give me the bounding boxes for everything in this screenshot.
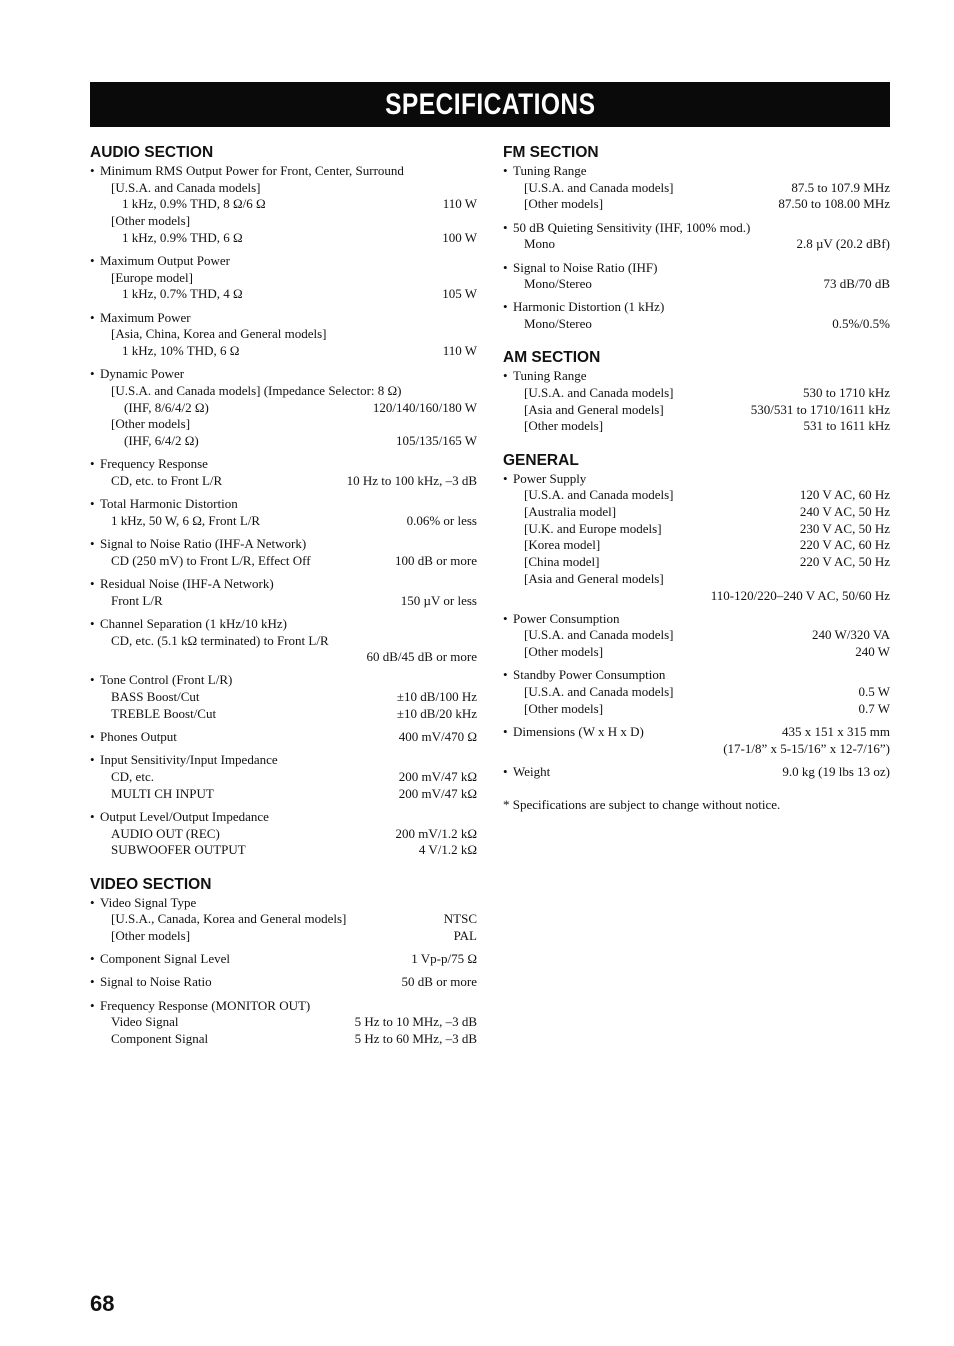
spec-item: • 50 dB Quieting Sensitivity (IHF, 100% mod.) Mono 2.8 µV (20.2 dBf) xyxy=(503,219,890,252)
bullet-icon: • xyxy=(503,299,508,315)
spec-item: • Phones Output 400 mV/470 Ω xyxy=(90,729,477,745)
am-section-heading: AM SECTION xyxy=(503,349,601,367)
page-number: 68 xyxy=(90,1291,115,1316)
general-section-heading: GENERAL xyxy=(503,451,579,469)
spec-item: • Signal to Noise Ratio (IHF) Mono/Stereo 73 dB/70 dB xyxy=(503,259,890,292)
bullet-icon: • xyxy=(90,536,95,552)
bullet-icon: • xyxy=(90,253,95,269)
spec-item: • Standby Power Consumption [U.S.A. and Canada models] 0.5 W [Other models] 0.7 W xyxy=(503,667,890,716)
spec-item: • Weight 9.0 kg (19 lbs 13 oz) xyxy=(503,763,890,779)
bullet-icon: • xyxy=(503,219,508,235)
spec-item: • Channel Separation (1 kHz/10 kHz) CD, etc. (5.1 kΩ terminated) to Front L/R 60 dB/45 dB or more xyxy=(90,615,477,665)
spec-item: • Maximum Output Power [Europe model] 1 kHz, 0.7% THD, 4 Ω 105 W xyxy=(90,253,477,302)
video-section-heading: VIDEO SECTION xyxy=(90,875,212,893)
spec-item: • Signal to Noise Ratio 50 dB or more xyxy=(90,974,477,990)
spec-item: • Signal to Noise Ratio (IHF-A Network) CD (250 mV) to Front L/R, Effect Off 100 dB or more xyxy=(90,536,477,568)
spec-item: • Output Level/Output Impedance AUDIO OUT (REC) 200 mV/1.2 kΩ SUBWOOFER OUTPUT 4 V/1.2 kΩ xyxy=(90,808,477,858)
spec-item: • Power Supply [U.S.A. and Canada models] 120 V AC, 60 Hz [Australia model] 240 V AC, 50 Hz [U.K. and Europe models] 230 V AC, 50 Hz [Korea model] 220 V AC, 60 Hz [China model] 220 V AC, 50 Hz [Asia and General models] 110-120/220–240 V AC, 50/60 Hz xyxy=(503,470,890,603)
bullet-icon: • xyxy=(90,366,95,382)
bullet-icon: • xyxy=(90,894,95,910)
bullet-icon: • xyxy=(503,259,508,275)
bullet-icon: • xyxy=(90,163,95,178)
bullet-icon: • xyxy=(503,763,508,779)
spec-item: • Video Signal Type [U.S.A., Canada, Korea and General models] NTSC [Other models] PAL xyxy=(90,894,477,943)
spec-item: • Dynamic Power [U.S.A. and Canada models] (Impedance Selector: 8 Ω) (IHF, 8/6/4/2 Ω) 120/140/160/180 W [Other models] (IHF, 6/4/2 Ω) 105/135/165 W xyxy=(90,366,477,449)
spec-item: • Maximum Power [Asia, China, Korea and General models] 1 kHz, 10% THD, 6 Ω 110 W xyxy=(90,309,477,359)
bullet-icon: • xyxy=(90,672,95,688)
bullet-icon: • xyxy=(503,667,508,683)
spec-item: • Tuning Range [U.S.A. and Canada models] 87.5 to 107.9 MHz [Other models] 87.50 to 108.00 MHz xyxy=(503,163,890,212)
spec-item: • Input Sensitivity/Input Impedance CD, etc. 200 mV/47 kΩ MULTI CH INPUT 200 mV/47 kΩ xyxy=(90,752,477,801)
spec-item: • Tuning Range [U.S.A. and Canada models] 530 to 1710 kHz [Asia and General models] 530/531 to 1710/1611 kHz [Other models] 531 to 1611 kHz xyxy=(503,368,890,434)
bullet-icon: • xyxy=(90,729,95,745)
title-bar xyxy=(90,82,890,127)
spec-item: • Frequency Response CD, etc. to Front L/R 10 Hz to 100 kHz, –3 dB xyxy=(90,456,477,488)
bullet-icon: • xyxy=(90,456,95,472)
spec-item: • Component Signal Level 1 Vp-p/75 Ω xyxy=(90,951,477,967)
spec-item: • Tone Control (Front L/R) BASS Boost/Cut ±10 dB/100 Hz TREBLE Boost/Cut ±10 dB/20 kHz xyxy=(90,672,477,721)
bullet-icon: • xyxy=(90,615,95,631)
bullet-icon: • xyxy=(503,723,508,739)
bullet-icon: • xyxy=(90,309,95,325)
spec-item: • Frequency Response (MONITOR OUT) Video Signal 5 Hz to 10 MHz, –3 dB Component Signal 5 Hz to 60 MHz, –3 dB xyxy=(90,997,477,1046)
footnote: * Specifications are subject to change without notice. xyxy=(503,796,781,812)
bullet-icon: • xyxy=(90,974,95,990)
left-column xyxy=(90,143,477,1054)
bullet-icon: • xyxy=(503,368,508,384)
spec-item: • Minimum RMS Output Power for Front, Center, Surround [U.S.A. and Canada models] 1 kHz, 0.9% THD, 8 Ω/6 Ω 110 W [Other models] 1 kHz, 0.9% THD, 6 Ω 100 W xyxy=(90,163,477,245)
spec-item: • Total Harmonic Distortion 1 kHz, 50 W, 6 Ω, Front L/R 0.06% or less xyxy=(90,496,477,528)
bullet-icon: • xyxy=(90,575,95,591)
spec-item: • Dimensions (W x H x D) 435 x 151 x 315 mm (17-1/8” x 5-15/16” x 12-7/16”) xyxy=(503,723,890,756)
bullet-icon: • xyxy=(90,496,95,512)
spec-item: • Harmonic Distortion (1 kHz) Mono/Stereo 0.5%/0.5% xyxy=(503,299,890,332)
bullet-icon: • xyxy=(90,997,95,1013)
bullet-icon: • xyxy=(90,752,95,768)
audio-section-heading: AUDIO SECTION xyxy=(90,144,214,161)
bullet-icon: • xyxy=(503,470,508,486)
bullet-icon: • xyxy=(90,808,95,824)
bullet-icon: • xyxy=(503,610,508,626)
spec-item: • Power Consumption [U.S.A. and Canada models] 240 W/320 VA [Other models] 240 W xyxy=(503,610,890,660)
spec-item: • Residual Noise (IHF-A Network) Front L/R 150 µV or less xyxy=(90,575,477,608)
right-column xyxy=(503,143,890,813)
page-title: SPECIFICATIONS xyxy=(384,87,596,121)
bullet-icon: • xyxy=(90,951,95,967)
fm-section-heading: FM SECTION xyxy=(503,144,599,161)
bullet-icon: • xyxy=(503,163,508,178)
